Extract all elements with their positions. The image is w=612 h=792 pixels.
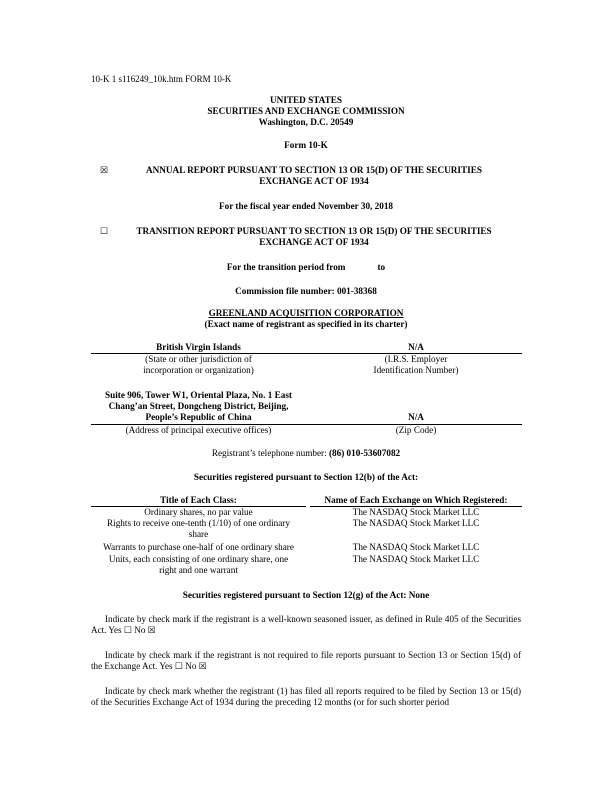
transition-report-line	[100, 226, 520, 248]
telephone-line	[0, 448, 612, 459]
transition-period-to: to	[377, 262, 386, 272]
section-12g-line: Securities registered pursuant to Section 12(g) of the Act: None	[182, 590, 430, 600]
header-location: Washington, D.C. 20549	[258, 117, 354, 127]
paragraph-wksi: Indicate by check mark if the registrant is a well-known seasoned issuer, as defined in Rule 405 of the Securities Act. Yes ☐ No ☒	[91, 614, 521, 635]
transition-checkbox[interactable]: ☐	[100, 226, 109, 236]
commission-file-number: Commission file number: 001-38368	[235, 286, 377, 296]
table-row: Rights to receive one-tenth (1/10) of one ordinary share	[107, 518, 290, 539]
table-row-exchange: The NASDAQ Stock Market LLC	[352, 507, 480, 517]
jurisdiction-value: British Virgin Islands	[156, 342, 241, 352]
table-row: Warrants to purchase one-half of one ordinary share	[103, 542, 294, 552]
table-row-exchange: The NASDAQ Stock Market LLC	[352, 518, 480, 528]
table-header-exchange: Name of Each Exchange on Which Registered:	[324, 495, 508, 505]
table-row-exchange: The NASDAQ Stock Market LLC	[352, 542, 480, 552]
table-row-exchange: The NASDAQ Stock Market LLC	[352, 554, 480, 564]
irs-value: N/A	[408, 342, 424, 352]
telephone-label: Registrant’s telephone number:	[211, 448, 327, 458]
annual-line1: ANNUAL REPORT PURSUANT TO SECTION 13 OR 15(D) OF THE SECURITIES	[146, 165, 482, 175]
jurisdiction-caption: (State or other jurisdiction of incorporation or organization)	[143, 354, 254, 375]
section-12b-title: Securities registered pursuant to Section 12(b) of the Act:	[193, 472, 419, 482]
table-row: Ordinary shares, no par value	[144, 507, 253, 517]
transition-line2: EXCHANGE ACT OF 1934	[259, 237, 369, 247]
header-agency: SECURITIES AND EXCHANGE COMMISSION	[207, 106, 405, 116]
transition-period-prefix: For the transition period from	[226, 262, 346, 272]
address-value: Suite 906, Tower W1, Oriental Plaza, No. 1 East Chang’an Street, Dongcheng District, Beijing, People’s Republic of China	[105, 390, 292, 422]
annual-report-line	[100, 165, 520, 187]
paragraph-not-required: Indicate by check mark if the registrant is not required to file reports pursuant to Section 13 or Section 15(d) of the Exchange Act. Yes ☐ No ☒	[91, 650, 521, 671]
table-row: Units, each consisting of one ordinary share, one right and one warrant	[108, 554, 289, 575]
transition-line1: TRANSITION REPORT PURSUANT TO SECTION 13 OR 15(D) OF THE SECURITIES	[136, 226, 492, 236]
form-title: Form 10-K	[284, 140, 328, 150]
registrant-name: GREENLAND ACQUISITION CORPORATION	[208, 308, 404, 318]
paragraph-filed-reports: Indicate by check mark whether the registrant (1) has filed all reports required to be filed by Section 13 or 15(d) of the Securities Exchange Act of 1934 during the preceding 12 months (or for such shorter period	[91, 686, 521, 707]
registrant-caption: (Exact name of registrant as specified in its charter)	[204, 319, 408, 329]
zip-value: N/A	[408, 412, 424, 422]
telephone-value: (86) 010-53607082	[328, 448, 401, 458]
table-header-class: Title of Each Class:	[160, 495, 237, 505]
annual-checkbox[interactable]: ☒	[100, 165, 109, 175]
header-country: UNITED STATES	[270, 95, 342, 105]
file-header: 10-K 1 s116249_10k.htm FORM 10-K	[91, 74, 232, 84]
address-caption: (Address of principal executive offices)	[125, 425, 272, 435]
zip-caption: (Zip Code)	[395, 425, 437, 435]
irs-caption: (I.R.S. Employer Identification Number)	[373, 354, 459, 375]
annual-line2: EXCHANGE ACT OF 1934	[259, 176, 369, 186]
transition-period-line	[0, 262, 612, 273]
fiscal-year-line: For the fiscal year ended November 30, 2018	[218, 201, 394, 211]
